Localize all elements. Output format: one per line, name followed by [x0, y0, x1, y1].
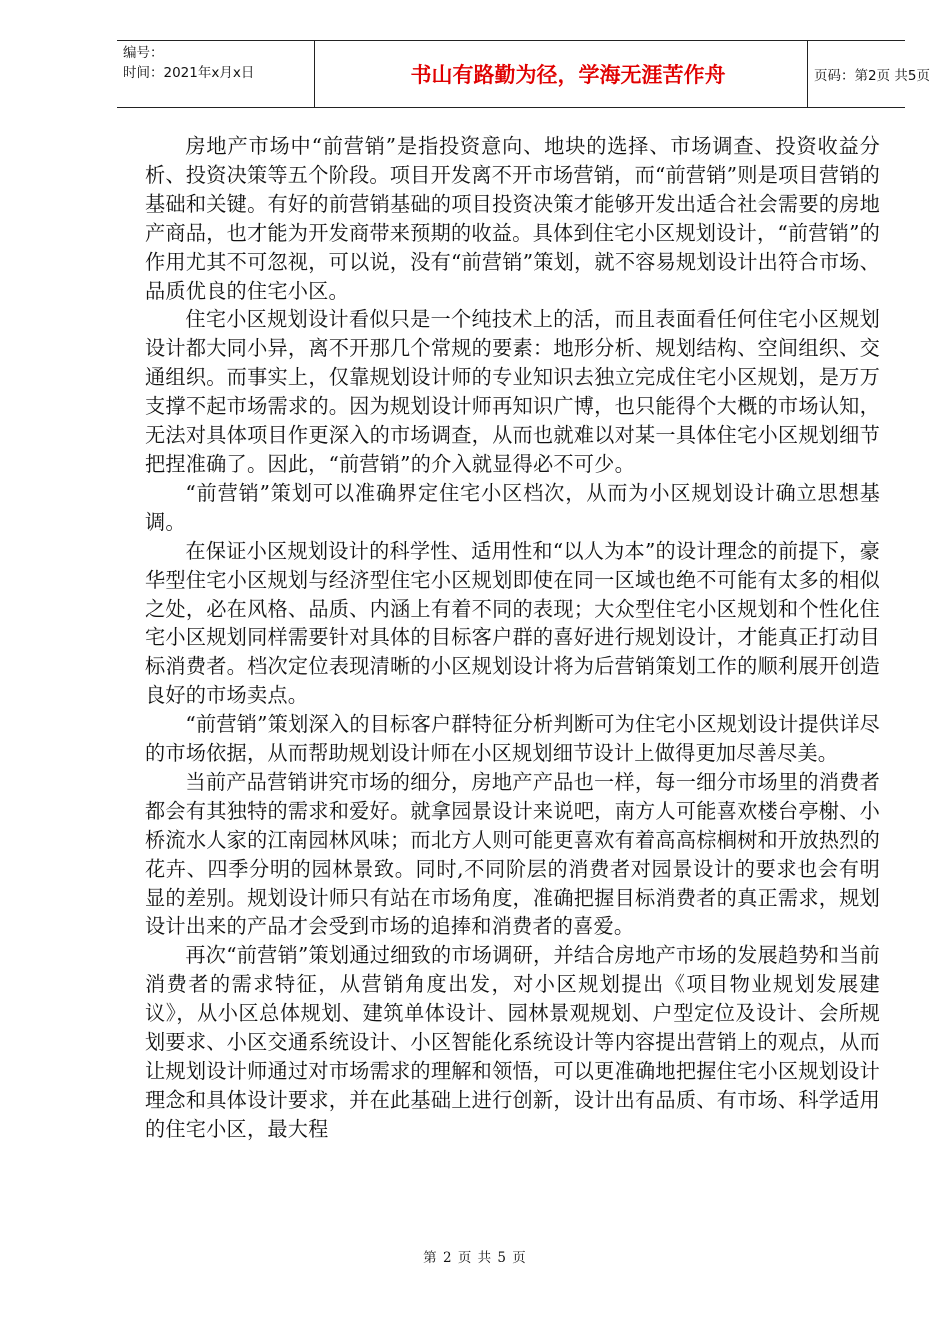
serial-label: 编号： [123, 45, 164, 61]
paragraph: “前营销”策划深入的目标客户群特征分析判断可为住宅小区规划设计提供详尽的市场依据，从而帮助规划设计师在小区规划细节设计上做得更加尽善尽美。 [145, 712, 880, 766]
header-motto: 书山有路勤为径，学海无涯苦作舟 [315, 41, 808, 107]
page-footer: 第 2 页 共 5 页 [423, 1250, 527, 1266]
header-meta [117, 41, 315, 107]
page-header [117, 40, 930, 108]
paragraph: 住宅小区规划设计看似只是一个纯技术上的活，而且表面看任何住宅小区规划设计都大同小异，离不开那几个常规的要素：地形分析、规划结构、空间组织、交通组织。而事实上，仅靠规划设计师的专业知识去独立完成住宅小区规划，是万万支撑不起市场需求的。因为规划设计师再知识广博，也只能得个大概的市场认知，无法对具体项目作更深入的市场调查，从而也就难以对某一具体住宅小区规划细节把捏准确了。因此，“前营销”的介入就显得必不可少。 [145, 307, 880, 476]
paragraph: 再次“前营销”策划通过细致的市场调研，并结合房地产市场的发展趋势和当前消费者的需求特征，从营销角度出发，对小区规划提出《项目物业规划发展建议》，从小区总体规划、建筑单体设计、园林景观规划、户型定位及设计、会所规划要求、小区交通系统设计、小区智能化系统设计等内容提出营销上的观点，从而让规划设计师通过对市场需求的理解和领悟，可以更准确地把握住宅小区规划设计理念和具体设计要求，并在此基础上进行创新，设计出有品质、有市场、科学适用的住宅小区，最大程 [145, 943, 880, 1141]
paragraph: 房地产市场中“前营销”是指投资意向、地块的选择、市场调查、投资收益分析、投资决策等五个阶段。项目开发离不开市场营销，而“前营销”则是项目营销的基础和关键。有好的前营销基础的项目投资决策才能够开发出适合社会需要的房地产商品，也才能为开发商带来预期的收益。具体到住宅小区规划设计，“前营销”的作用尤其不可忽视，可以说，没有“前营销”策划，就不容易规划设计出符合市场、品质优良的住宅小区。 [145, 134, 880, 303]
paragraph: “前营销”策划可以准确界定住宅小区档次，从而为小区规划设计确立思想基调。 [145, 480, 880, 534]
time-label: 时间：2021年x月x日 [123, 65, 255, 81]
document-body [145, 132, 880, 1144]
paragraph: 当前产品营销讲究市场的细分，房地产产品也一样，每一细分市场里的消费者都会有其独特的需求和爱好。就拿园景设计来说吧，南方人可能喜欢楼台亭榭、小桥流水人家的江南园林风味；而北方人则可能更喜欢有着高高棕榈树和开放热烈的花卉、四季分明的园林景致。同时,不同阶层的消费者对园景设计的要求也会有明显的差别。规划设计师只有站在市场角度，准确把握目标消费者的真正需求，规划设计出来的产品才会受到市场的追捧和消费者的喜爱。 [145, 769, 880, 939]
header-page-info: 页码：第2页 共5页 [814, 68, 930, 84]
paragraph: 在保证小区规划设计的科学性、适用性和“以人为本”的设计理念的前提下，豪华型住宅小区规划与经济型住宅小区规划即使在同一区域也绝不可能有太多的相似之处，必在风格、品质、内涵上有着不同的表现；大众型住宅小区规划和个性化住宅小区规划同样需要针对具体的目标客户群的喜好进行规划设计，才能真正打动目标消费者。档次定位表现清晰的小区规划设计将为后营销策划工作的顺利展开创造良好的市场卖点。 [145, 538, 880, 708]
